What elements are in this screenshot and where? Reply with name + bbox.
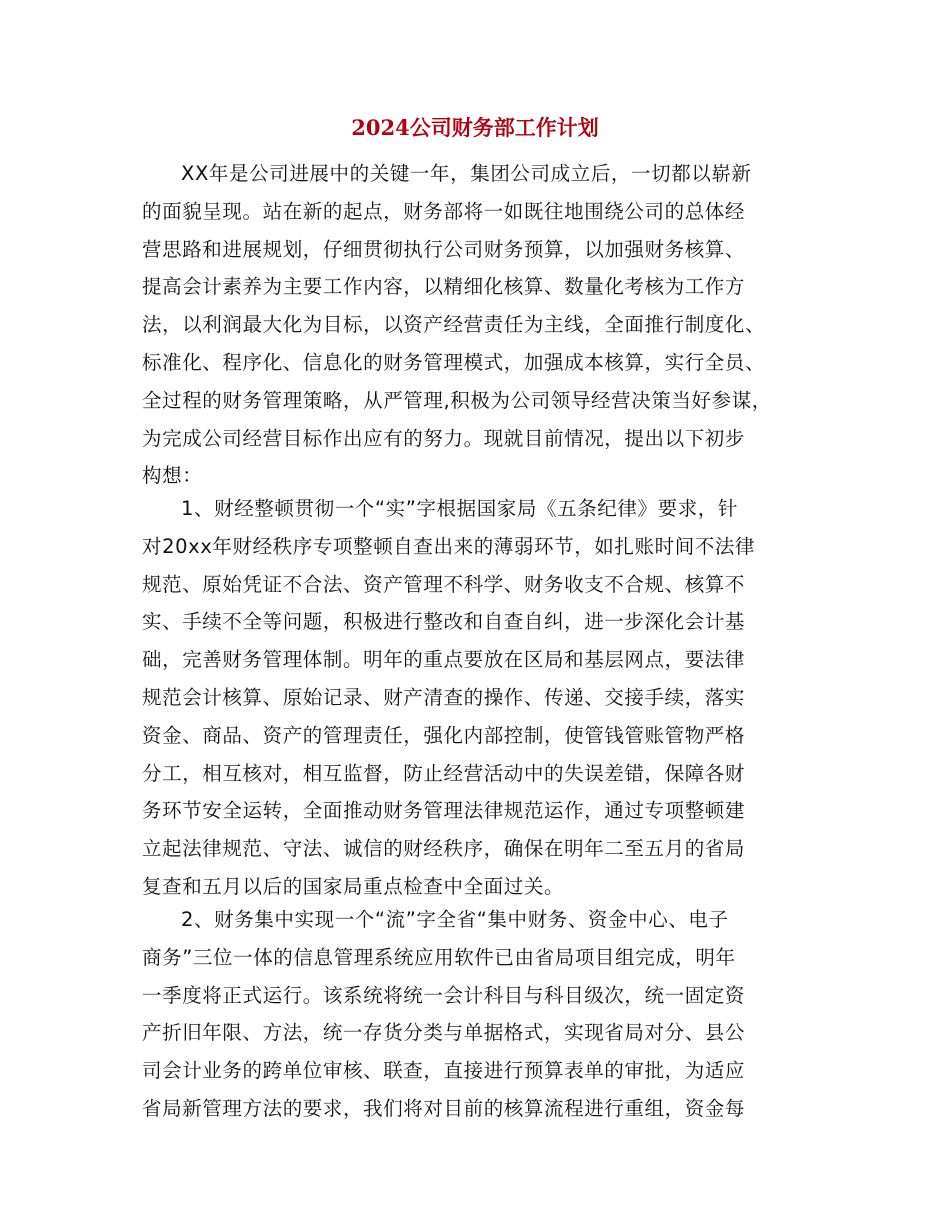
text-line: 资金、商品、资产的管理责任，强化内部控制，使管钱管账管物严格: [142, 723, 746, 747]
paragraph-intro: [142, 155, 814, 495]
text-line: 司会计业务的跨单位审核、联查，直接进行预算表单的审批，为适应: [142, 1059, 746, 1083]
text-line: 构想：: [142, 464, 203, 488]
text-line: 全过程的财务管理策略，从严管理,积极为公司领导经营决策当好参谋，: [142, 388, 772, 412]
paragraph-section-1: [142, 490, 814, 906]
text-line: 省局新管理方法的要求，我们将对目前的核算流程进行重组，资金每: [142, 1096, 746, 1120]
text-line: XX年是公司进展中的关键一年，集团公司成立后，一切都以崭新: [181, 162, 752, 185]
text-line: 规范、原始凭证不合法、资产管理不科学、财务收支不合规、核算不: [142, 572, 746, 596]
text-line: 提高会计素养为主要工作内容，以精细化核算、数量化考核为工作方: [142, 275, 746, 299]
text-line: 为完成公司经营目标作出应有的努力。现就目前情况，提出以下初步: [142, 426, 746, 450]
text-line: 复查和五月以后的国家局重点检查中全面过关。: [142, 874, 565, 898]
text-line: 分工，相互核对，相互监督，防止经营活动中的失误差错，保障各财: [142, 761, 746, 785]
text-line: 产折旧年限、方法，统一存货分类与单据格式，实现省局对分、县公: [142, 1021, 746, 1045]
text-line: 1、财经整顿贯彻一个“实”字根据国家局《五条纪律》要求，针: [181, 497, 739, 520]
paragraph-section-2: [142, 901, 814, 1128]
text-line: 一季度将正式运行。该系统将统一会计科目与科目级次，统一固定资: [142, 983, 746, 1007]
text-line: 标准化、程序化、信息化的财务管理模式，加强成本核算，实行全员、: [142, 350, 766, 374]
text-line: 础，完善财务管理体制。明年的重点要放在区局和基层网点，要法律: [142, 648, 746, 672]
text-line: 的面貌呈现。站在新的起点，财务部将一如既往地围绕公司的总体经: [142, 199, 746, 223]
text-line: 规范会计核算、原始记录、财产清查的操作、传递、交接手续，落实: [142, 685, 746, 709]
text-line: 务环节安全运转，全面推动财务管理法律规范运作，通过专项整顿建: [142, 799, 746, 823]
text-line: 法，以利润最大化为目标，以资产经营责任为主线，全面推行制度化、: [142, 313, 766, 337]
text-line: 实、手续不全等问题，积极进行整改和自查自纠，进一步深化会计基: [142, 610, 746, 634]
text-line: 2、财务集中实现一个“流”字全省“集中财务、资金中心、电子: [181, 908, 729, 931]
text-line: 立起法律规范、守法、诚信的财经秩序，确保在明年二至五月的省局: [142, 837, 746, 861]
text-line: 商务”三位一体的信息管理系统应用软件已由省局项目组完成，明年: [142, 945, 736, 969]
text-line: 对20xx年财经秩序专项整顿自查出来的薄弱环节，如扎账时间不法律: [142, 534, 756, 558]
document-title: 2024公司财务部工作计划: [351, 115, 599, 140]
text-line: 营思路和进展规划，仔细贯彻执行公司财务预算，以加强财务核算、: [142, 237, 746, 261]
